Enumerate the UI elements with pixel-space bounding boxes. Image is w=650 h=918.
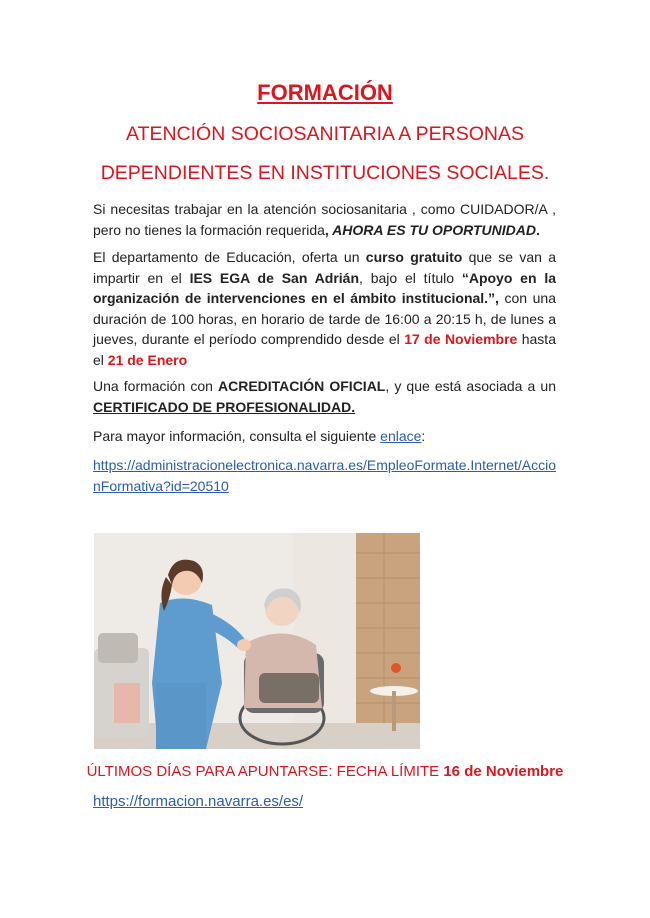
registration-url-paragraph bbox=[93, 793, 303, 810]
accreditation-paragraph bbox=[93, 376, 556, 417]
info-link[interactable]: enlace bbox=[380, 428, 422, 444]
subtitle-line-1: ATENCIÓN SOCIOSANITARIA A PERSONAS bbox=[125, 123, 525, 145]
intro-text: Si necesitas trabajar en la atención sociosanitaria , como CUIDADOR/A , pero no tienes la formación requerida bbox=[93, 201, 556, 238]
deadline-text: ÚLTIMOS DÍAS PARA APUNTARSE: FECHA LÍMITE bbox=[86, 763, 444, 780]
info-paragraph bbox=[93, 426, 556, 447]
intro-emphasis: AHORA ES TU OPORTUNIDAD bbox=[328, 221, 536, 238]
course-title: “Apoyo en la organización de intervenciones en el ámbito institucional.”, bbox=[93, 269, 556, 306]
intro-comma: , bbox=[324, 221, 329, 238]
deadline-notice bbox=[0, 763, 650, 780]
course-url-paragraph bbox=[93, 455, 556, 496]
course-text-1: El departamento de Educación, oferta un bbox=[93, 249, 366, 265]
course-text-4: con una duración de 100 horas, en horario de tarde de 16:00 a 20:15 h, de lunes a jueves, durante el período comprendido desde el bbox=[93, 290, 556, 347]
intro-paragraph bbox=[93, 199, 556, 240]
course-url-link[interactable]: https://administracionelectronica.navarra.es/EmpleoFormate.Internet/AccionFormativa?id=20510 bbox=[93, 457, 556, 494]
nurse-elderly-photo bbox=[94, 533, 420, 749]
certificate-label: CERTIFICADO DE PROFESIONALIDAD. bbox=[93, 398, 356, 415]
course-school: IES EGA de San Adrián bbox=[189, 269, 359, 286]
course-paragraph bbox=[93, 247, 556, 370]
page-title: FORMACIÓN bbox=[257, 80, 393, 105]
intro-end: . bbox=[535, 221, 540, 238]
registration-url-link[interactable]: https://formacion.navarra.es/es/ bbox=[93, 793, 304, 810]
deadline-date: 16 de Noviembre bbox=[443, 763, 564, 780]
info-end: : bbox=[421, 428, 426, 444]
accreditation-text-2: , y que está asociada a un bbox=[385, 378, 556, 394]
course-start-date: 17 de Noviembre bbox=[404, 331, 518, 347]
course-text-3: , bajo el título bbox=[359, 269, 462, 286]
accreditation-text-1: Una formación con bbox=[93, 378, 218, 394]
course-text-2: que se van a impartir en el bbox=[93, 249, 556, 286]
course-end-date: 21 de Enero bbox=[107, 351, 188, 368]
subtitle-line-2: DEPENDIENTES EN INSTITUCIONES SOCIALES. bbox=[100, 162, 550, 184]
info-text: Para mayor información, consulta el siguiente bbox=[93, 428, 381, 444]
course-free-label: curso gratuito bbox=[365, 249, 463, 265]
course-text-5: hasta el bbox=[93, 331, 556, 368]
accreditation-label: ACREDITACIÓN OFICIAL bbox=[217, 378, 386, 394]
